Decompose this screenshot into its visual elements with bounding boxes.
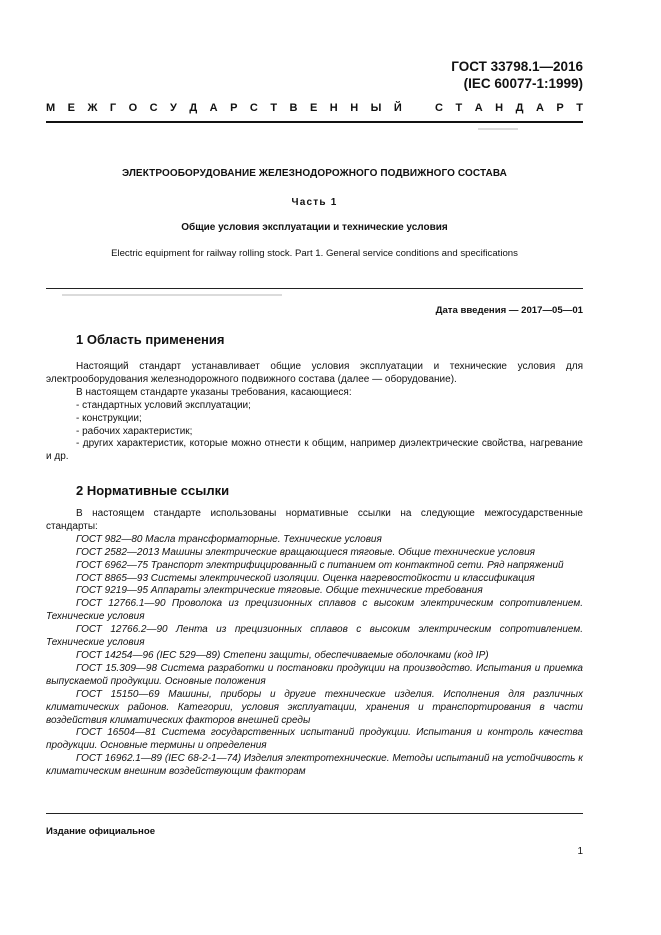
banner-letter: Й xyxy=(393,102,402,114)
reference-item: ГОСТ 15.309—98 Система разработки и постановки продукции на производство. Испытания и приемка выпускаемой продукции. Основные положения xyxy=(46,662,583,687)
list-item: - других характеристик, которые можно отнести к общим, например диэлектрические свойства, нагревание и др. xyxy=(46,438,583,463)
scan-artifact xyxy=(62,294,282,296)
document-part: Часть 1 xyxy=(291,197,338,208)
reference-item: ГОСТ 9219—95 Аппараты электрические тяговые. Общие технические требования xyxy=(76,585,483,597)
banner-letter: Е xyxy=(67,102,75,114)
standard-word xyxy=(435,102,583,114)
banner-letter: А xyxy=(535,102,544,114)
banner-letter: Р xyxy=(556,102,564,114)
banner-letter: Р xyxy=(230,102,238,114)
introduction-date: Дата введения — 2017—05—01 xyxy=(435,305,583,316)
reference-item: ГОСТ 16962.1—89 (IEC 68-2-1—74) Изделия электротехнические. Методы испытаний на устойчивость к климатическим внешним воздействующим факторам xyxy=(46,753,583,778)
standard-number: ГОСТ 33798.1—2016 xyxy=(451,59,583,74)
page-number: 1 xyxy=(577,846,583,857)
scan-artifact xyxy=(478,128,518,130)
section-1-heading: 1 Область применения xyxy=(76,332,225,347)
title-divider xyxy=(46,288,583,289)
reference-item: ГОСТ 8865—93 Системы электрической изоляции. Оценка нагревостойкости и классификация xyxy=(76,572,535,584)
banner-letter: Н xyxy=(495,102,504,114)
paragraph: Настоящий стандарт устанавливает общие условия эксплуатации и технические условия для электрооборудования железнодорожного подвижного состава (далее — оборудование). xyxy=(46,361,583,385)
banner-letter: Ж xyxy=(87,102,98,114)
english-title: Electric equipment for railway rolling stock. Part 1. General service conditions and specifications xyxy=(111,248,518,259)
paragraph: В настоящем стандарте указаны требования, касающиеся: xyxy=(76,386,352,398)
banner-letter: Г xyxy=(109,102,117,114)
banner-letter: М xyxy=(46,102,56,114)
iec-number: (IEC 60077-1:1999) xyxy=(463,76,583,91)
reference-item: ГОСТ 16504—81 Система государственных испытаний продукции. Испытания и контроль качества продукции. Основные термины и определения xyxy=(46,727,583,752)
banner-letter: У xyxy=(170,102,177,114)
section-2-heading: 2 Нормативные ссылки xyxy=(76,483,230,498)
banner-letter: Д xyxy=(515,102,524,114)
banner-letter: Н xyxy=(329,102,338,114)
list-item: - стандартных условий эксплуатации; xyxy=(76,399,251,411)
reference-item: ГОСТ 982—80 Масла трансформаторные. Технические условия xyxy=(76,533,382,545)
list-item: - конструкции; xyxy=(76,412,142,424)
reference-item: ГОСТ 14254—96 (IEC 529—89) Степени защиты, обеспечиваемые оболочками (код IP) xyxy=(76,649,489,661)
document-subtitle: Общие условия эксплуатации и технические условия xyxy=(181,222,448,233)
list-item: - рабочих характеристик; xyxy=(76,425,193,437)
banner-letter: Д xyxy=(189,102,198,114)
document-title: ЭЛЕКТРООБОРУДОВАНИЕ ЖЕЛЕЗНОДОРОЖНОГО ПОДВИЖНОГО СОСТАВА xyxy=(121,168,507,179)
banner-letter: Е xyxy=(309,102,318,114)
header-divider xyxy=(46,121,583,123)
banner-letter: Н xyxy=(350,102,359,114)
paragraph: В настоящем стандарте использованы нормативные ссылки на следующие межгосударственные стандарты: xyxy=(46,508,583,532)
banner-letter: О xyxy=(128,102,138,114)
section-2-body xyxy=(46,508,583,779)
reference-item: ГОСТ 6962—75 Транспорт электрифицированный с питанием от контактной сети. Ряд напряжений xyxy=(76,559,564,571)
banner-letter: С xyxy=(149,102,158,114)
interstate-standard-banner xyxy=(46,102,583,114)
banner-letter: Т xyxy=(455,102,463,114)
banner-letter: С xyxy=(249,102,258,114)
banner-letter: А xyxy=(209,102,218,114)
official-edition-label: Издание официальное xyxy=(46,826,156,837)
banner-letter: Т xyxy=(270,102,278,114)
banner-letter: Т xyxy=(576,102,583,114)
standard-number-block xyxy=(451,58,583,92)
banner-letter: С xyxy=(435,102,443,114)
footer-divider xyxy=(46,813,583,814)
banner-letter: В xyxy=(289,102,298,114)
banner-letter: Ы xyxy=(370,102,382,114)
section-1-body xyxy=(46,361,583,464)
reference-item: ГОСТ 12766.1—90 Проволока из прецизионных сплавов с высоким электрическим сопротивлением. Технические условия xyxy=(46,598,583,623)
banner-letter: А xyxy=(474,102,483,114)
reference-item: ГОСТ 15150—69 Машины, приборы и другие технические изделия. Исполнения для различных климатических районов. Категории, условия эксплуатации, хранения и транспортирования в части воздействия климатических факторов внешней среды xyxy=(46,688,583,726)
reference-item: ГОСТ 12766.2—90 Лента из прецизионных сплавов с высоким электрическим сопротивлением. Технические условия xyxy=(46,624,583,649)
interstate-word xyxy=(46,102,402,114)
reference-item: ГОСТ 2582—2013 Машины электрические вращающиеся тяговые. Общие технические условия xyxy=(76,546,535,558)
